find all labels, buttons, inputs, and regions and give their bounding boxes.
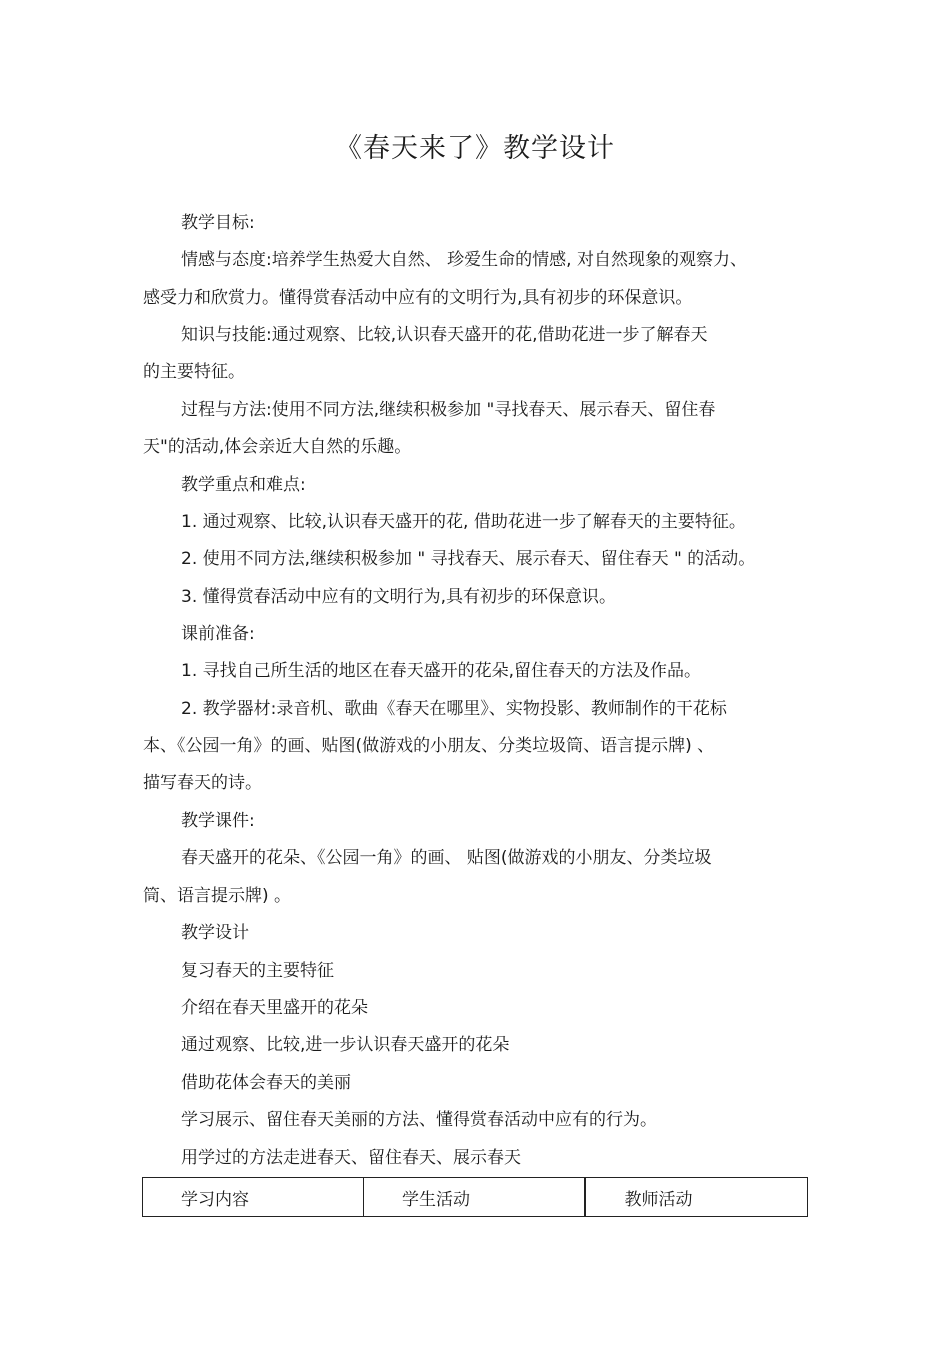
courseware-heading: 教学课件: [181,811,255,831]
preparation-item-2-line1: 2. 教学器材:录音机、歌曲《春天在哪里》、实物投影、教师制作的干花标 [181,699,727,719]
key-point-2: 2. 使用不同方法,继续积极参加 " 寻找春天、展示春天、留住春天 " 的活动。 [181,549,756,569]
goal-emotion-line2: 感受力和欣赏力。懂得赏春活动中应有的文明行为,具有初步的环保意识。 [143,288,693,308]
preparation-heading: 课前准备: [181,624,255,644]
goals-heading: 教学目标: [181,213,255,233]
activity-table [142,1177,808,1217]
goal-process-line2: 天"的活动,体会亲近大自然的乐趣。 [143,437,412,457]
design-step: 学习展示、留住春天美丽的方法、懂得赏春活动中应有的行为。 [181,1110,657,1130]
design-step: 通过观察、比较,进一步认识春天盛开的花朵 [181,1035,510,1055]
table-header-row [143,1178,808,1217]
preparation-item-2-line3: 描写春天的诗。 [143,773,262,793]
courseware-line1: 春天盛开的花朵、《公园一角》的画、 贴图(做游戏的小朋友、分类垃圾 [181,848,712,868]
courseware-line2: 筒、语言提示牌) 。 [143,886,292,906]
document-title: 《春天来了》教学设计 [335,133,615,164]
header-learning-content: 学习内容 [143,1178,364,1217]
goal-process-line1: 过程与方法:使用不同方法,继续积极参加 "寻找春天、展示春天、留住春 [181,400,716,420]
design-step: 介绍在春天里盛开的花朵 [181,998,368,1018]
goal-knowledge-line2: 的主要特征。 [143,362,245,382]
preparation-item-1: 1. 寻找自己所生活的地区在春天盛开的花朵,留住春天的方法及作品。 [181,661,702,681]
key-point-1: 1. 通过观察、比较,认识春天盛开的花, 借助花进一步了解春天的主要特征。 [181,512,746,532]
goal-knowledge-line1: 知识与技能:通过观察、比较,认识春天盛开的花,借助花进一步了解春天 [181,325,708,345]
design-step: 复习春天的主要特征 [181,961,334,981]
goal-emotion-line1: 情感与态度:培养学生热爱大自然、 珍爱生命的情感, 对自然现象的观察力、 [181,250,747,270]
header-teacher-activity: 教师活动 [585,1178,807,1217]
key-points-heading: 教学重点和难点: [181,475,306,495]
design-step: 借助花体会春天的美丽 [181,1073,351,1093]
preparation-item-2-line2: 本、《公园一角》的画、贴图(做游戏的小朋友、分类垃圾筒、语言提示牌) 、 [143,736,715,756]
key-point-3: 3. 懂得赏春活动中应有的文明行为,具有初步的环保意识。 [181,587,617,607]
design-step: 用学过的方法走进春天、留住春天、展示春天 [181,1148,521,1168]
design-heading: 教学设计 [181,923,249,943]
header-student-activity: 学生活动 [363,1178,585,1217]
